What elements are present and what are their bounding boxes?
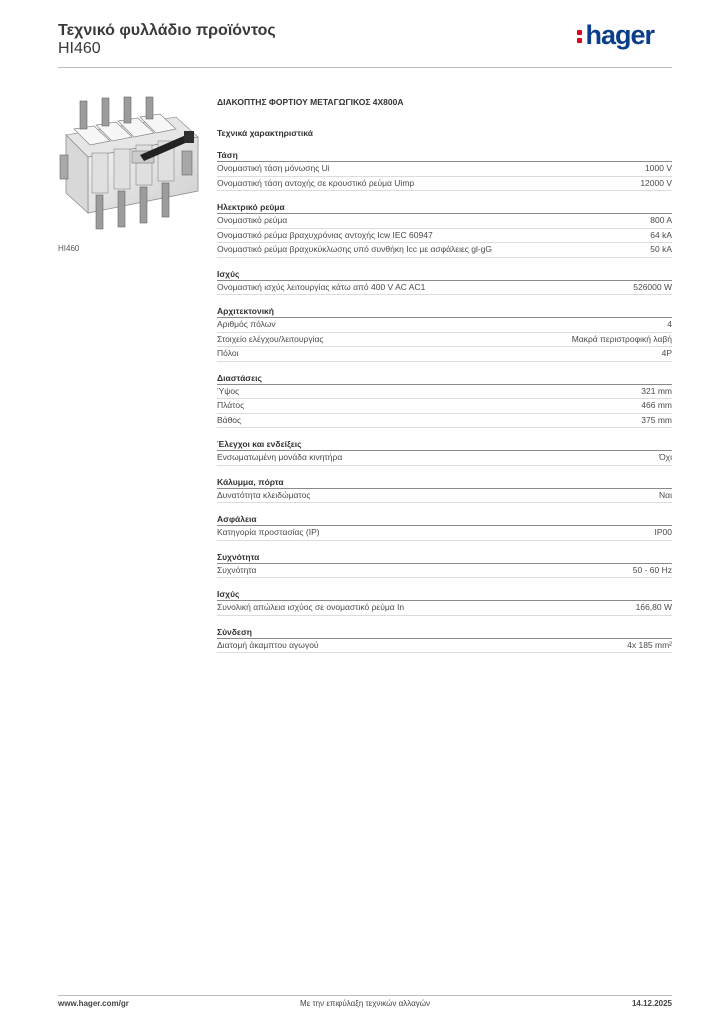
spec-row: [217, 214, 672, 229]
spec-value: 321 mm: [641, 385, 672, 396]
spec-row: [217, 414, 672, 429]
load-switch-illustration: [58, 95, 205, 235]
spec-row: [217, 243, 672, 258]
spec-label: Διατομή άκαμπτου αγωγού: [217, 639, 319, 650]
spec-group: [217, 514, 672, 541]
spec-group-title: Αρχιτεκτονική: [217, 306, 672, 318]
product-image: [58, 95, 205, 235]
spec-label: Αριθμός πόλων: [217, 319, 276, 329]
spec-group: [217, 477, 672, 504]
spec-group-title: Ισχύς: [217, 589, 672, 601]
spec-value: 375 mm: [641, 414, 672, 425]
logo-text: hager: [585, 20, 654, 50]
spec-group: [217, 202, 672, 258]
spec-group-title: Κάλυμμα, πόρτα: [217, 477, 672, 489]
footer-date: 14.12.2025: [631, 999, 672, 1008]
spec-group-title: Σύνδεση: [217, 627, 672, 639]
spec-label: Ονομαστική ισχύς λειτουργίας κάτω από 400 V AC AC1: [217, 281, 426, 292]
spec-value: 166,80 W: [635, 602, 672, 612]
spec-label: Συχνότητα: [217, 564, 257, 575]
spec-value: 64 kA: [650, 229, 672, 240]
spec-label: Ενσωματωμένη μονάδα κινητήρα: [217, 452, 343, 462]
spec-value: Μακρά περιστροφική λαβή: [571, 333, 672, 344]
spec-label: Βάθος: [217, 414, 242, 425]
spec-group-title: Διαστάσεις: [217, 373, 672, 385]
spec-value: 12000 V: [640, 177, 672, 188]
spec-value: 50 - 60 Hz: [632, 564, 672, 575]
header-divider: [58, 67, 672, 68]
spec-value: 526000 W: [633, 281, 672, 292]
footer-divider: [58, 995, 672, 996]
spec-row: [217, 162, 672, 177]
spec-label: Πόλοι: [217, 348, 239, 358]
spec-group-title: Συχνότητα: [217, 552, 672, 564]
spec-group-title: Τάση: [217, 150, 672, 162]
spec-row: [217, 451, 672, 466]
spec-group: [217, 589, 672, 616]
section-label: Τεχνικά χαρακτηριστικά: [217, 128, 313, 138]
spec-value: 4P: [661, 348, 672, 358]
spec-label: Ονομαστικό ρεύμα βραχυκύκλωσης υπό συνθήκη Icc με ασφάλειες gl-gG: [217, 244, 493, 254]
spec-label: Ύψος: [217, 385, 240, 396]
spec-row: [217, 639, 672, 654]
spec-row: [217, 489, 672, 504]
image-caption: HI460: [58, 244, 80, 253]
spec-label: Ονομαστική τάση μόνωσης Ui: [217, 163, 330, 173]
spec-row: [217, 399, 672, 414]
spec-label: Κατηγορία προστασίας (IP): [217, 527, 320, 537]
spec-row: [217, 318, 672, 333]
footer-website: www.hager.com/gr: [58, 999, 129, 1008]
page-header: [58, 20, 672, 70]
spec-group-title: Ισχύς: [217, 269, 672, 281]
spec-group: [217, 306, 672, 362]
spec-row: [217, 347, 672, 362]
spec-content: [217, 95, 672, 653]
spec-value: 4: [667, 319, 672, 329]
spec-value: Ναι: [659, 489, 672, 500]
spec-label: Συνολική απώλεια ισχύος σε ονομαστικό ρεύμα In: [217, 602, 405, 612]
spec-label: Δυνατότητα κλειδώματος: [217, 489, 311, 500]
spec-groups: [217, 150, 672, 653]
spec-row: [217, 333, 672, 348]
logo-dots-icon: [577, 26, 582, 46]
spec-row: [217, 385, 672, 400]
spec-label: Στοιχείο ελέγχου/λειτουργίας: [217, 333, 324, 344]
spec-row: [217, 564, 672, 579]
spec-group: [217, 150, 672, 191]
product-code: HI460: [58, 40, 101, 57]
document-title: Τεχνικό φυλλάδιο προϊόντος: [58, 22, 276, 39]
spec-group-title: Ηλεκτρικό ρεύμα: [217, 202, 672, 214]
product-name: ΔΙΑΚΟΠΤΗΣ ΦΟΡΤΙΟΥ ΜΕΤΑΓΩΓΙΚΟΣ 4X800A: [217, 97, 404, 107]
spec-value: 50 kA: [650, 244, 672, 254]
spec-row: [217, 526, 672, 541]
spec-label: Ονομαστικό ρεύμα: [217, 215, 288, 225]
spec-group-title: Ασφάλεια: [217, 514, 672, 526]
hager-logo: [577, 20, 654, 51]
spec-row: [217, 229, 672, 244]
spec-label: Ονομαστική τάση αντοχής σε κρουστικό ρεύμα Uimp: [217, 177, 415, 188]
spec-group: [217, 627, 672, 654]
spec-value: 800 A: [650, 215, 672, 225]
spec-value: Όχι: [659, 452, 672, 462]
spec-group: [217, 269, 672, 296]
footer-disclaimer: Με την επιφύλαξη τεχνικών αλλαγών: [300, 999, 430, 1008]
spec-value: 1000 V: [645, 163, 672, 173]
spec-label: Πλάτος: [217, 400, 245, 410]
spec-value: IP00: [654, 527, 672, 537]
spec-group: [217, 552, 672, 579]
spec-label: Ονομαστικό ρεύμα βραχυχρόνιας αντοχής Icw IEC 60947: [217, 229, 433, 240]
spec-group-title: Έλεγχοι και ενδείξεις: [217, 439, 672, 451]
spec-value: 4x 185 mm²: [627, 639, 672, 650]
spec-group: [217, 373, 672, 429]
spec-row: [217, 601, 672, 616]
spec-row: [217, 281, 672, 296]
spec-row: [217, 177, 672, 192]
spec-group: [217, 439, 672, 466]
spec-value: 466 mm: [641, 400, 672, 410]
